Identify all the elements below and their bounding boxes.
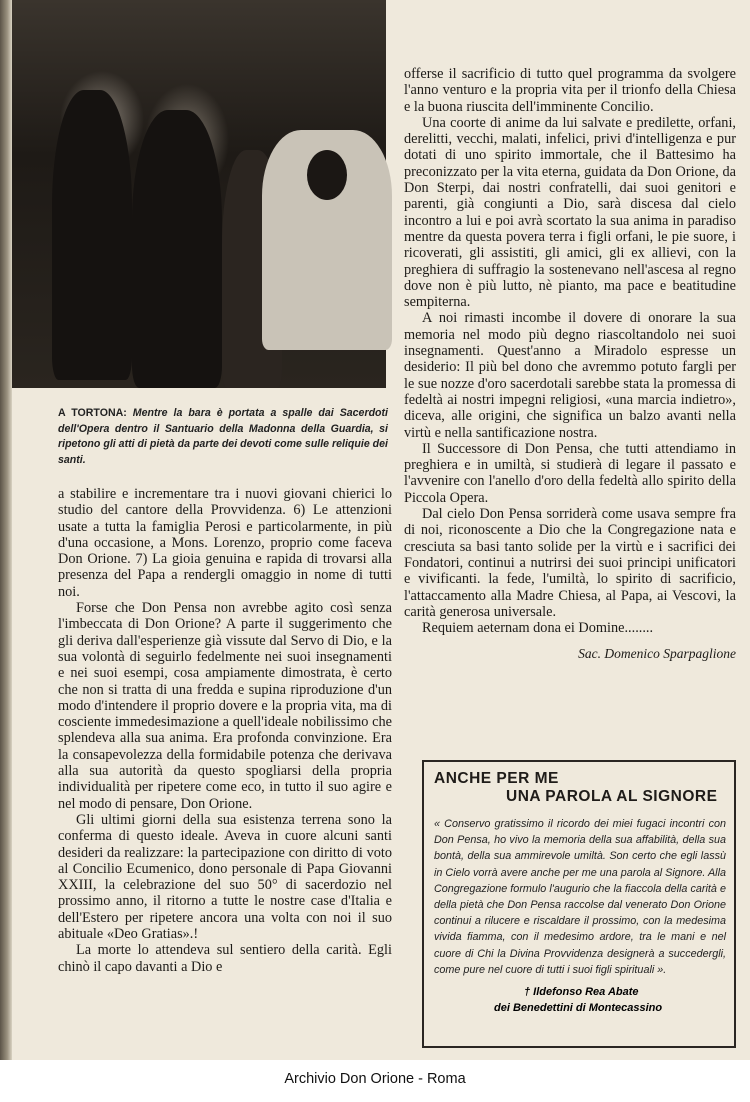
right-paragraph: Il Successore di Don Pensa, che tutti attendiamo in preghiera e in umiltà, si studierà di legare il passato e l'avvenire con l'anello d'oro della fedeltà allo spirito della Piccola Opera. — [404, 440, 736, 506]
right-paragraph: offerse il sacrificio di tutto quel programma da svolgere l'anno venturo e la propria vita per il trionfo della Chiesa e la buona riuscita dell'imminente Concilio. — [404, 66, 736, 115]
right-column — [404, 66, 736, 663]
book-spine — [0, 0, 12, 1060]
right-paragraph: A noi rimasti incombe il dovere di onorare la sua memoria nel modo più degno riascoltandolo nei suoi insegnamenti. Quest'anno a Miradolo espresse un desiderio: Il più bel dono che avremmo potuto fargli per le sue nozze d'oro sacerdotali sarebbe stata la promessa di fedeltà ai nostri impegni religiosi, «una marcia indietro», diceva, alle origini, che significa un balzo avanti nella virtù e nella santificazione nostra. — [404, 310, 736, 441]
box-title-line2: UNA PAROLA AL SIGNORE — [506, 788, 718, 805]
box-signer-title: dei Benedettini di Montecassino — [494, 1002, 663, 1015]
right-paragraph: Dal cielo Don Pensa sorriderà come usava sempre fra di noi, riconoscente a Dio che la Congregazione nata e cresciuta sa basi tanto solide per la virtù e i sacrifici dei Fondatori, continui a nutrirsi dei suoi principi unificatori e vivificanti. la fede, l'umiltà, lo spirito di sacrificio, l'attaccamento alla Madre Chiesa, al Papa, ai Vescovi, la carità generosa universale. — [404, 506, 736, 620]
left-paragraph: La morte lo attendeva sul sentiero della carità. Egli chinò il capo davanti a Dio e — [58, 942, 392, 975]
box-signer: † Ildefonso Rea Abate — [524, 986, 639, 999]
right-paragraph: Requiem aeternam dona ei Domine........ — [422, 620, 654, 637]
box-text: « Conservo gratissimo il ricordo dei miei fugaci incontri con Don Pensa, ho vivo la memoria della sua affabilità, della sua bontà, della sua ammirevole umiltà. Son certo che egli lassù in Cielo vorrà avere anche per me una parola al Signore. Alla Congregazione formulo l'augurio che la fiaccola della carità e della pietà che Don Pensa raccolse dal venerato Don Orione continui a rilucere e riscaldare il prossimo, con la medesima vivida fiamma, con il medesimo ardore, tra le mani e nel cuore di Chi la Divina Provvidenza designerà a succedergli, come pure nel cuore di tutti i suoi figli spirituali ». — [434, 818, 726, 976]
archive-footer: Archivio Don Orione - Roma — [284, 1071, 466, 1087]
box-title-line1: ANCHE PER ME — [434, 770, 559, 787]
left-paragraph: a stabilire e incrementare tra i nuovi giovani chierici lo studio del cantore della Provvidenza. 6) Le attenzioni usate a tutta la famiglia Perosi e particolarmente, in più d'una occasione, a Mons. Lorenzo, proprio come faceva Don Orione. 7) La gioia genuina e rapida di trovarsi alla presenza del Papa a rendergli omaggio in nome di tutti noi. — [58, 486, 392, 600]
left-paragraph: Gli ultimi giorni della sua esistenza terrena sono la conferma di questo ideale. Aveva in cuore alcuni santi desideri da realizzare: la partecipazione con diritto di voto al Concilio Ecumenico, dono personale di Papa Giovanni XXIII, la celebrazione del suo 50° di sacerdozio nel prossimo anno, il ritorno a tutte le nostre case d'Italia e dell'Estero per ripetere ancora una volta con noi il suo abituale «Deo Gratias».! — [58, 811, 392, 943]
left-paragraph: Forse che Don Pensa non avrebbe agito così senza l'imbeccata di Don Orione? A parte il suggerimento che gli deriva dall'esperienze già vissute dal Servo di Dio, e la sua volontà di seguirlo fedelmente nei suoi insegnamenti e nei suoi esempi, cosa ampiamente dimostrata, è certo che non si tratta di una fredda e supina riproduzione d'un modo d'intendere il proprio dovere e la propria vita, ma di cosciente immedesimazione a quell'ideale nobilissimo che splendeva alla sua anima. Era profonda convinzione. Era la consapevolezza della formidabile potenza che derivava alla sua autorità da questo spogliarsi della propria individualità per ripetere come eco, in tutto il suo agire e nel modo di pensare, Don Orione. — [58, 600, 392, 812]
left-column — [58, 486, 392, 975]
funeral-photo — [12, 0, 386, 388]
testimony-box — [422, 760, 736, 1048]
right-paragraph: Una coorte di anime da lui salvate e predilette, orfani, derelitti, vecchi, malati, infelici, privi d'intelligenza e pur dotati di uno spirito immortale, che il Battesimo ha preconizzato per la vita eterna, guidata da Don Orione, da Don Sterpi, dai nostri confratelli, dai suoi genitori e parenti, già congiunti a Dio, sarà discesa dal cielo incontro a lui e poi avrà scortato la sua anima in paradiso mentre da questa povera terra i figli orfani, le pie suore, i ricoverati, gli assistiti, gli amici, gli ex allievi, con la preghiera di suffragio la sostenevano nell'ascesa al regno dove non è più lutto, nè pianto, ma pace e beatitudine sempiterna. — [404, 114, 736, 311]
photo-caption — [58, 406, 388, 468]
author-signature: Sac. Domenico Sparpaglione — [578, 646, 736, 662]
caption-text: Mentre la bara è portata a spalle dai Sacerdoti dell'Opera dentro il Santuario della Madonna della Guardia, si ripetono gli atti di pietà da parte dei devoti come sulle reliquie dei santi. — [58, 407, 388, 466]
caption-lead: A TORTONA: — [58, 407, 127, 419]
